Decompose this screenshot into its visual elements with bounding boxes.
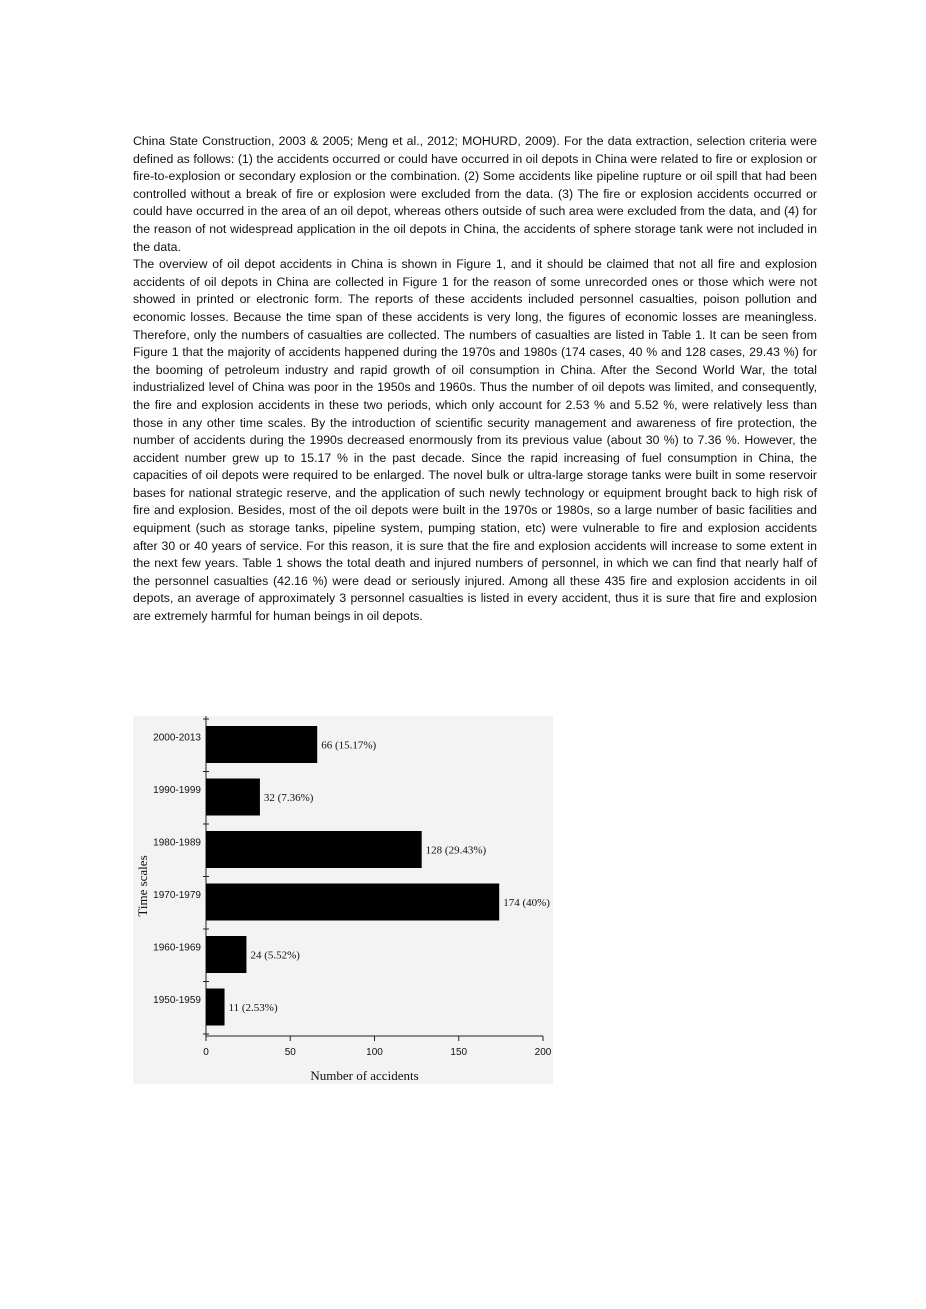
bar-1990-1999: [206, 779, 260, 816]
body-text: [133, 133, 817, 626]
data-label: 24 (5.52%): [250, 949, 300, 962]
category-label: 1950-1959: [153, 995, 201, 1006]
bar-1950-1959: [206, 989, 225, 1026]
category-label: 1960-1969: [153, 942, 201, 954]
x-tick-label: 150: [450, 1047, 468, 1058]
x-tick-label: 50: [284, 1047, 296, 1058]
paragraph-overview: The overview of oil depot accidents in China is shown in Figure 1, and it should be claimed that not all fire and explosion accidents of oil depots in China are collected in Figure 1 for the reason of some unrecorded ones or those which were not showed in printed or electronic form. The reports of these accidents included personnel casualties, poison pollution and economic losses. Because the time span of these accidents is very long, the figures of economic losses are meaningless. Therefore, only the numbers of casualties are collected. The numbers of casualties are listed in Table 1. It can be seen from Figure 1 that the majority of accidents happened during the 1970s and 1980s (174 cases, 40 % and 128 cases, 29.43 %) for the booming of petroleum industry and rapid growth of oil consumption in China. After the Second World War, the total industrialized level of China was poor in the 1950s and 1960s. Thus the number of oil depots was limited, and consequently, the fire and explosion accidents in these two periods, which only account for 2.53 % and 5.52 %, were relatively less than those in any other time scales. By the introduction of scientific security management and awareness of fire protection, the number of accidents during the 1990s decreased enormously from its previous value (about 30 %) to 7.36 %. However, the accident number grew up to 15.17 % in the past decade. Since the rapid increasing of fuel consumption in China, the capacities of oil depots were required to be enlarged. The novel bulk or ultra-large storage tanks were built in some reservoir bases for national strategic reserve, and the application of such newly technology or equipment brought back to high risk of fire and explosion. Besides, most of the oil depots were built in the 1970s or 1980s, so a large number of basic facilities and equipment (such as storage tanks, pipeline system, pumping station, etc) were vulnerable to fire and explosion accidents after 30 or 40 years of service. For this reason, it is sure that the fire and explosion accidents will increase to some extent in the next few years. Table 1 shows the total death and injured numbers of personnel, in which we can find that nearly half of the personnel casualties (42.16 %) were dead or seriously injured. Among all these 435 fire and explosion accidents in oil depots, an average of approximately 3 personnel casualties is listed in every accident, thus it is sure that fire and explosion are extremely harmful for human beings in oil depots.: [133, 257, 817, 624]
x-tick-label: 0: [203, 1047, 209, 1058]
bar-2000-2013: [206, 726, 317, 763]
data-label: 128 (29.43%): [425, 844, 487, 857]
category-label: 1990-1999: [153, 785, 201, 796]
chart-svg: [133, 716, 553, 1084]
paragraph-selection-criteria: China State Construction, 2003 & 2005; Meng et al., 2012; MOHURD, 2009). For the data extraction, selection criteria were defined as follows: (1) the accidents occurred or could have occurred in oil depots in China were related to fire or explosion or fire-to-explosion or secondary explosion or the combination. (2) Some accidents like pipeline rupture or oil spill that had been controlled without a break of fire or explosion were excluded from the data. (3) The fire or explosion accidents occurred or could have occurred in the area of an oil depot, whereas others outside of such area were excluded from the data, and (4) for the reason of not widespread application in the oil depots in China, the accidents of sphere storage tank were not included in the data.: [133, 134, 817, 254]
data-label: 66 (15.17%): [321, 739, 377, 752]
x-axis-title: Number of accidents: [310, 1068, 419, 1083]
data-label: 32 (7.36%): [263, 792, 314, 804]
category-label: 1970-1979: [153, 890, 201, 901]
figure-1-bar-chart: [133, 716, 553, 1084]
data-label: 11 (2.53%): [228, 1002, 278, 1014]
category-label: 1980-1989: [153, 837, 201, 849]
bar-1970-1979: [206, 884, 499, 921]
data-label: 174 (40%): [503, 897, 550, 909]
x-tick-label: 200: [534, 1047, 552, 1058]
category-label: 2000-2013: [153, 732, 201, 744]
x-tick-label: 100: [366, 1047, 383, 1058]
bar-1960-1969: [206, 936, 246, 973]
y-axis-title: Time scales: [135, 855, 150, 917]
bar-1980-1989: [206, 831, 422, 868]
